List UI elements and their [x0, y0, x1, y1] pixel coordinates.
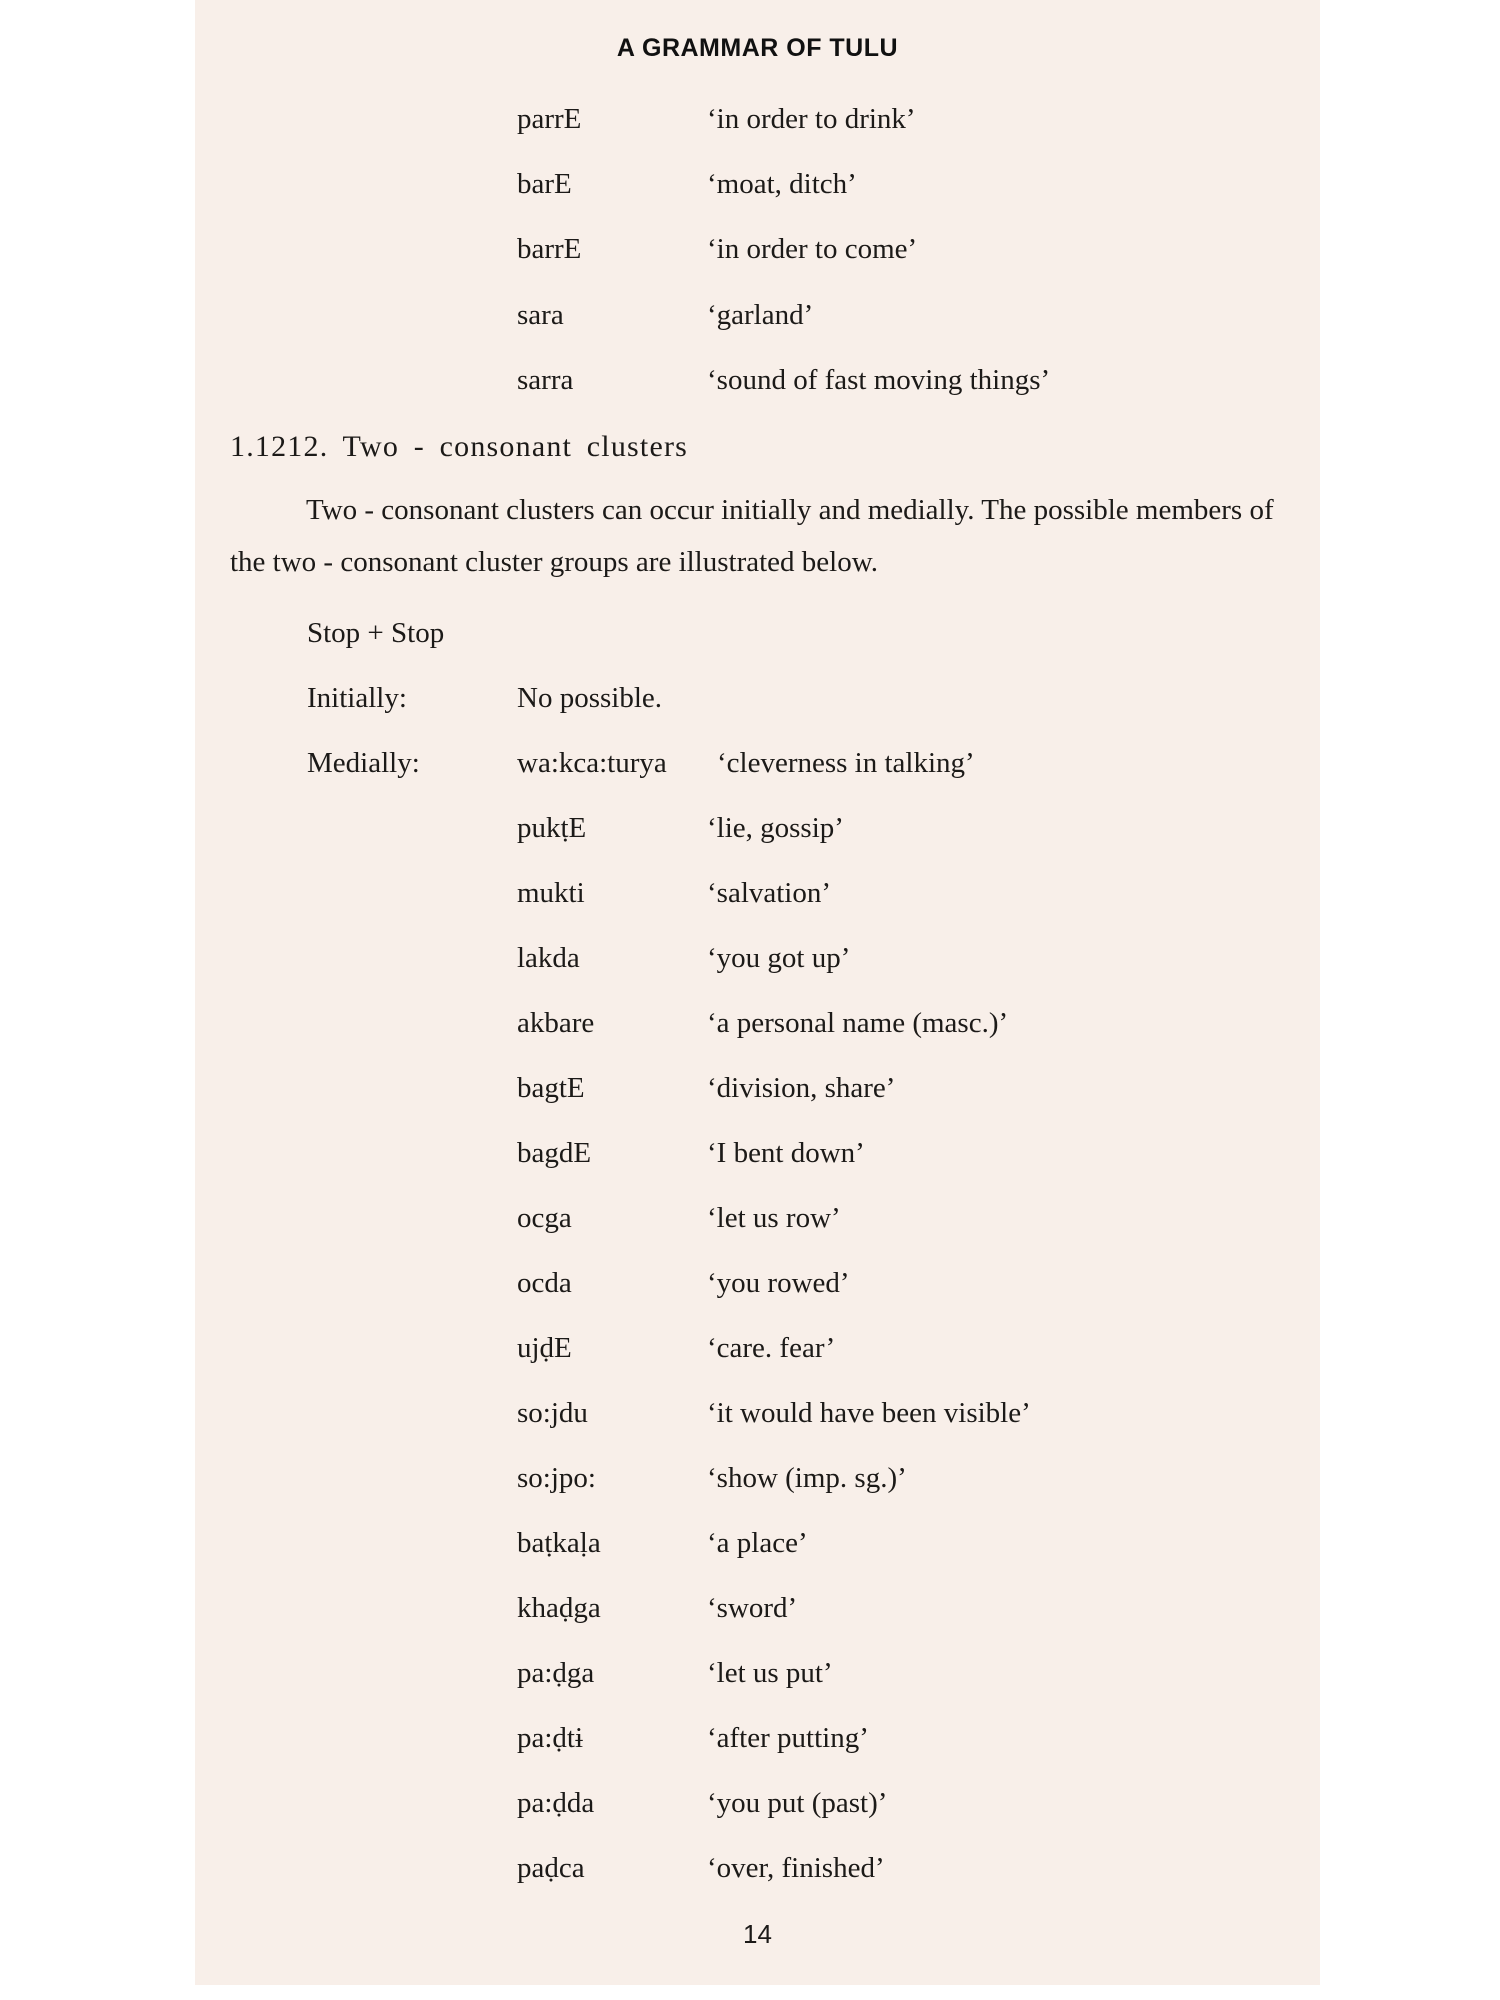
gloss-entry: ‘division, share’	[707, 1072, 896, 1104]
gloss-entry: ‘after putting’	[707, 1722, 869, 1754]
word-entry: pa:ḍda	[517, 1787, 595, 1819]
word-entry: bagdE	[517, 1137, 592, 1169]
medially-label: Medially:	[307, 747, 420, 779]
word-entry: parrE	[517, 103, 582, 135]
word-entry: pukṭE	[517, 812, 587, 844]
gloss-entry: ‘over, finished’	[707, 1852, 885, 1884]
gloss-entry: ‘lie, gossip’	[707, 812, 844, 844]
word-entry: baṭkaḷa	[517, 1527, 601, 1559]
page-number: 14	[743, 1919, 772, 1949]
word-entry: barrE	[517, 233, 582, 265]
word-entry: wa:kca:turya	[517, 747, 667, 779]
gloss-entry: ‘in order to drink’	[707, 103, 916, 135]
word-entry: barE	[517, 168, 572, 200]
gloss-entry: ‘sound of fast moving things’	[707, 364, 1051, 396]
gloss-entry: ‘you got up’	[707, 942, 851, 974]
gloss-entry: ‘moat, ditch’	[707, 168, 857, 200]
gloss-entry: ‘show (imp. sg.)’	[707, 1462, 907, 1494]
word-entry: bagtE	[517, 1072, 585, 1104]
gloss-entry: ‘sword’	[707, 1592, 798, 1624]
word-entry: khaḍga	[517, 1592, 601, 1624]
subheading: Stop + Stop	[307, 617, 445, 649]
word-entry: ujḍE	[517, 1332, 572, 1364]
initially-label: Initially:	[307, 682, 407, 714]
book-page	[195, 0, 1320, 1985]
gloss-entry: ‘salvation’	[707, 877, 832, 909]
gloss-entry: ‘let us row’	[707, 1202, 841, 1234]
word-entry: lakda	[517, 942, 580, 974]
word-entry: pa:ḍtɨ	[517, 1722, 584, 1754]
word-entry: akbare	[517, 1007, 595, 1039]
word-entry: ocga	[517, 1202, 572, 1234]
word-entry: so:jdu	[517, 1397, 588, 1429]
word-entry: paḍca	[517, 1852, 585, 1884]
gloss-entry: ‘let us put’	[707, 1657, 833, 1689]
word-entry: mukti	[517, 877, 585, 909]
body-paragraph: Two - consonant clusters can occur initially and medially. The possible members of the two - consonant cluster groups are illustrated below.	[230, 494, 1274, 578]
gloss-entry: ‘it would have been visible’	[707, 1397, 1031, 1429]
initially-value: No possible.	[517, 682, 662, 714]
gloss-entry: ‘a personal name (masc.)’	[707, 1007, 1009, 1039]
word-entry: pa:ḍga	[517, 1657, 595, 1689]
section-heading: 1.1212. Two - consonant clusters	[230, 430, 689, 463]
word-entry: ocda	[517, 1267, 572, 1299]
running-header: A GRAMMAR OF TULU	[616, 34, 899, 62]
gloss-entry: ‘I bent down’	[707, 1137, 865, 1169]
gloss-entry: ‘garland’	[707, 299, 814, 331]
word-entry: sara	[517, 299, 564, 331]
gloss-entry: ‘care. fear’	[707, 1332, 836, 1364]
gloss-entry: ‘you rowed’	[707, 1267, 850, 1299]
word-entry: so:jpo:	[517, 1462, 596, 1494]
gloss-entry: ‘cleverness in talking’	[717, 747, 975, 779]
gloss-entry: ‘you put (past)’	[707, 1787, 888, 1819]
word-entry: sarra	[517, 364, 574, 396]
gloss-entry: ‘a place’	[707, 1527, 808, 1559]
gloss-entry: ‘in order to come’	[707, 233, 918, 265]
